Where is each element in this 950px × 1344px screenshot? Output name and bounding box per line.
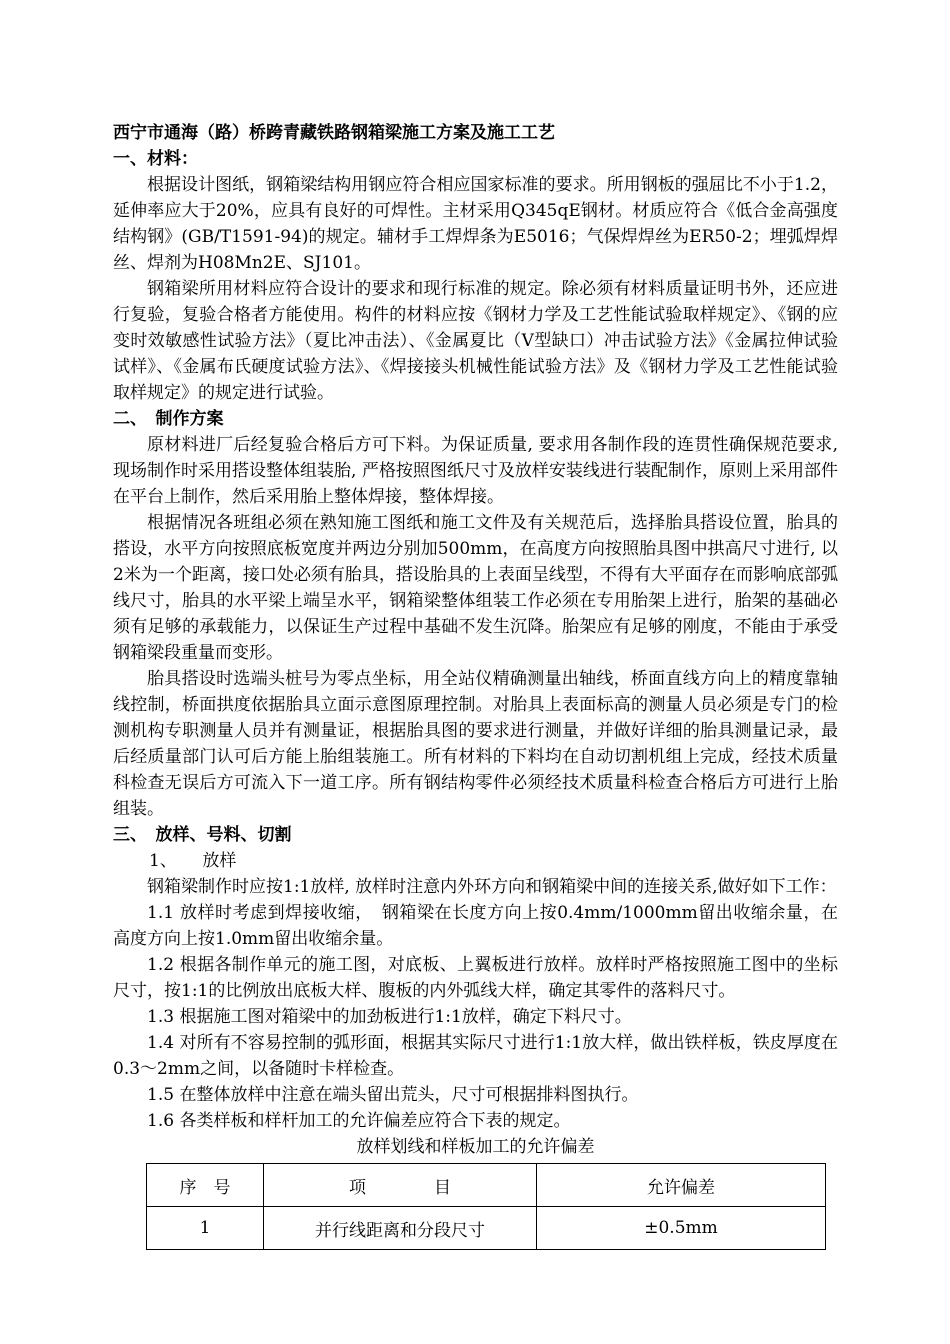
document-title: 西宁市通海（路）桥跨青藏铁路钢箱梁施工方案及施工工艺 xyxy=(113,123,555,143)
table-header-cell: 项 目 xyxy=(264,1164,537,1207)
list-item: 1.3 根据施工图对箱梁中的加劲板进行1:1放样，确定下料尺寸。 xyxy=(147,1007,632,1027)
paragraph: 根据设计图纸，钢箱梁结构用钢应符合相应国家标准的要求。所用钢板的强屈比不小于1.2，延伸率应大于20%，应具有良好的可焊性。主材采用Q345qE钢材。材质应符合《低合金高强度结构钢》(GB/T1591-94)的规定。辅材手工焊焊条为E5016；气保焊焊丝为ER50-2；埋弧焊焊丝、焊剂为H08Mn2E、SJ101。 xyxy=(113,175,838,273)
paragraph: 钢箱梁制作时应按1:1放样, 放样时注意内外环方向和钢箱梁中间的连接关系,做好如下工作： xyxy=(147,877,837,897)
table-caption: 放样划线和样板加工的允许偏差 xyxy=(356,1137,595,1157)
paragraph: 胎具搭设时选端头桩号为零点坐标，用全站仪精确测量出轴线，桥面直线方向上的精度靠轴线控制，桥面拱度依据胎具立面示意图原理控制。对胎具上表面标高的测量人员必须是专门的检测机构专职测量人员并有测量证，根据胎具图的要求进行测量，并做好详细的胎具测量记录，最后经质量部门认可后方能上胎组装施工。所有材料的下料均在自动切割机组上完成，经技术质量科检查无误后方可流入下一道工序。所有钢结构零件必须经技术质量科检查合格后方可进行上胎组装。 xyxy=(113,669,838,819)
table-cell: 1 xyxy=(147,1207,264,1250)
paragraph: 钢箱梁所用材料应符合设计的要求和现行标准的规定。除必须有材料质量证明书外，还应进行复验，复验合格者方能使用。构件的材料应按《钢材力学及工艺性能试验取样规定》、《钢的应变时效敏感性试验方法》（夏比冲击法）、《金属夏比（V型缺口）冲击试验方法》《金属拉伸试验试样》、《金属布氏硬度试验方法》、《焊接接头机械性能试验方法》及《钢材力学及工艺性能试验取样规定》的规定进行试验。 xyxy=(113,279,838,403)
subheading: 1、 放样 xyxy=(149,851,237,871)
list-item: 1.1 放样时考虑到焊接收缩， 钢箱梁在长度方向上按0.4mm/1000mm留出收缩余量，在高度方向上按1.0mm留出收缩余量。 xyxy=(113,903,838,949)
tolerance-table xyxy=(146,1163,826,1250)
list-item: 1.4 对所有不容易控制的弧形面，根据其实际尺寸进行1:1放大样，做出铁样板，铁皮厚度在0.3～2mm之间，以备随时卡样检查。 xyxy=(113,1033,838,1079)
table-cell: 并行线距离和分段尺寸 xyxy=(264,1207,537,1250)
document-page xyxy=(113,120,838,1250)
table-row xyxy=(147,1207,826,1250)
table-header-row xyxy=(147,1164,826,1207)
table-header-cell: 序 号 xyxy=(147,1164,264,1207)
table-cell: ±0.5mm xyxy=(537,1207,826,1250)
list-item: 1.6 各类样板和样杆加工的允许偏差应符合下表的规定。 xyxy=(147,1111,571,1131)
section-heading-fabrication: 二、 制作方案 xyxy=(113,409,224,429)
section-heading-materials: 一、材料： xyxy=(113,149,198,169)
list-item: 1.5 在整体放样中注意在端头留出荒头，尺寸可根据排料图执行。 xyxy=(147,1085,639,1105)
section-heading-layout: 三、 放样、号料、切割 xyxy=(113,825,292,845)
paragraph: 根据情况各班组必须在熟知施工图纸和施工文件及有关规范后，选择胎具搭设位置，胎具的搭设，水平方向按照底板宽度并两边分别加500mm，在高度方向按照胎具图中拱高尺寸进行, 以2米为一个距离，接口处必须有胎具，搭设胎具的上表面呈线型，不得有大平面存在而影响底部弧线尺寸，胎具的水平梁上端呈水平，钢箱梁整体组装工作必须在专用胎架上进行，胎架的基础必须有足够的承载能力，以保证生产过程中基础不发生沉降。胎架应有足够的刚度，不能由于承受钢箱梁段重量而变形。 xyxy=(113,513,838,663)
list-item: 1.2 根据各制作单元的施工图，对底板、上翼板进行放样。放样时严格按照施工图中的坐标尺寸，按1:1的比例放出底板大样、腹板的内外弧线大样，确定其零件的落料尺寸。 xyxy=(113,955,838,1001)
table-header-cell: 允许偏差 xyxy=(537,1164,826,1207)
paragraph: 原材料进厂后经复验合格后方可下料。为保证质量, 要求用各制作段的连贯性确保规范要求,现场制作时采用搭设整体组装胎, 严格按照图纸尺寸及放样安装线进行装配制作，原则上采用部件在平台上制作，然后采用胎上整体焊接，整体焊接。 xyxy=(113,435,838,507)
